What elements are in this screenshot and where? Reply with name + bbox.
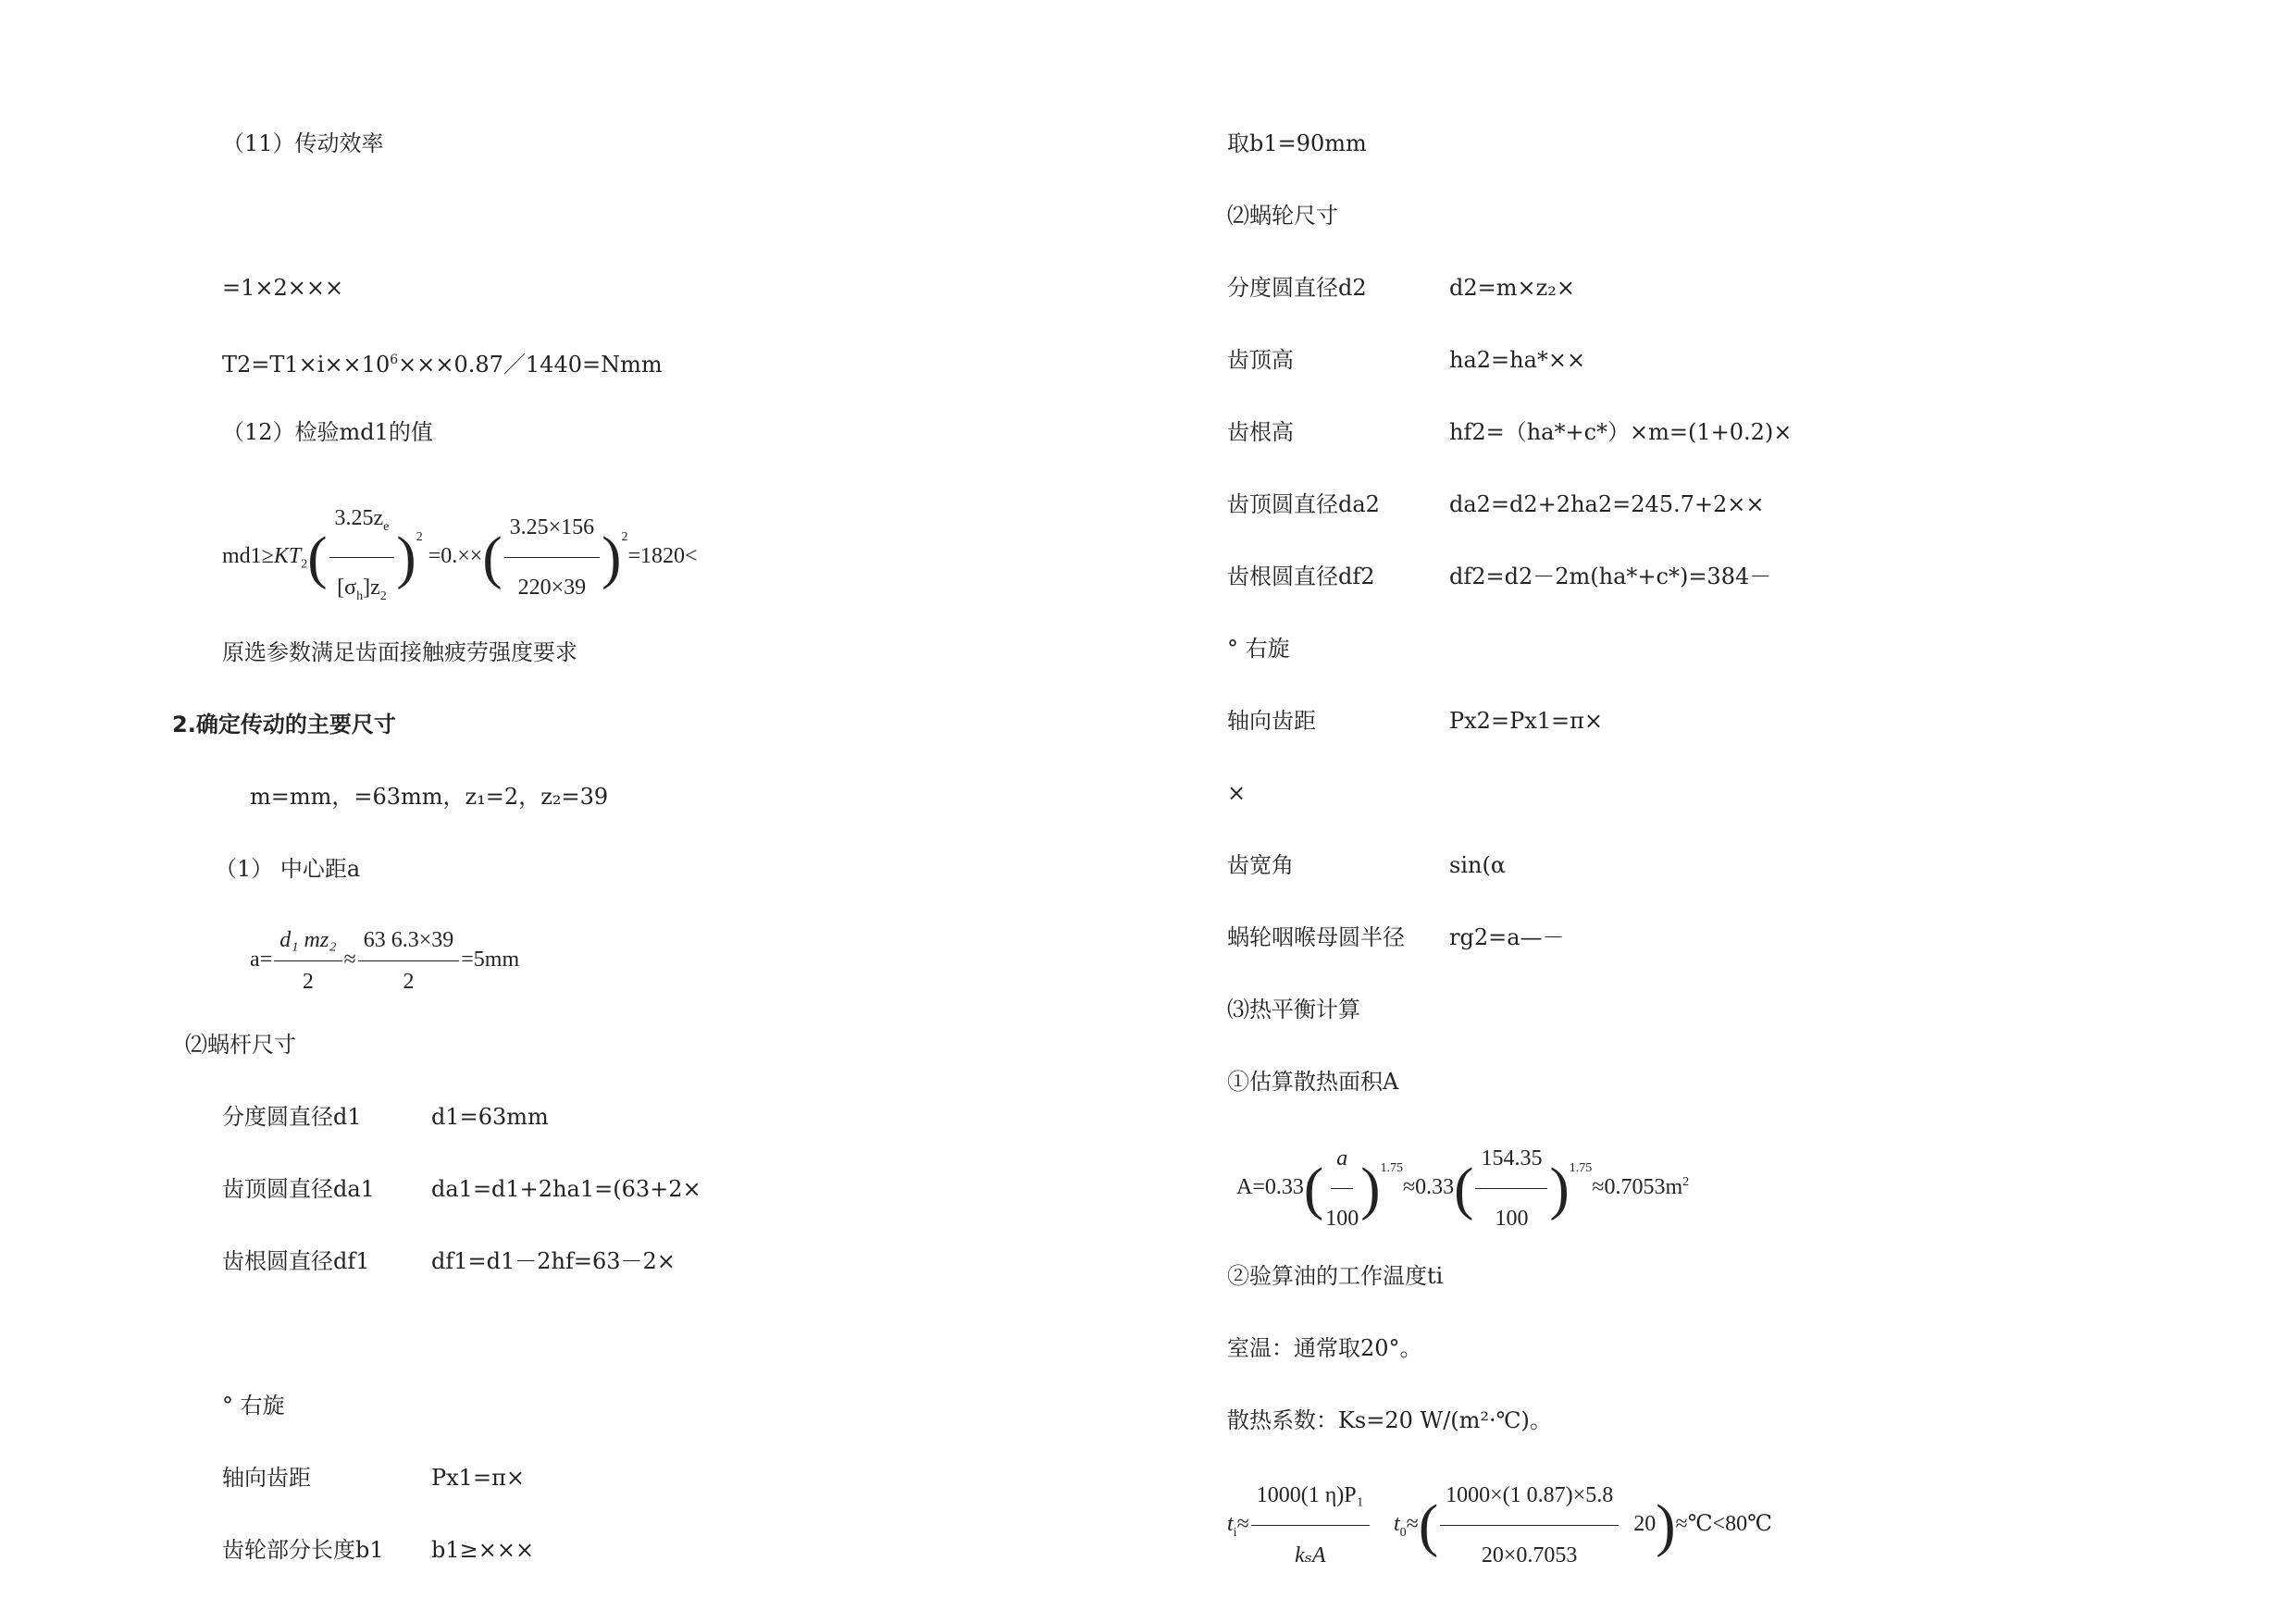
area-lparen: (	[1303, 1155, 1324, 1221]
torque-eq-part-b: ×××0.87／1440=Nmm	[398, 352, 663, 378]
ti-denominator-2: 20×0.7053	[1481, 1543, 1578, 1567]
ti-fraction-1	[1251, 1468, 1370, 1583]
worm-row-label: 分度圆直径d1	[222, 1104, 362, 1130]
a-numerator-2: 63 6.3×39	[358, 922, 460, 961]
efficiency-equation: =1×2×××	[222, 275, 344, 301]
a-approx: ≈	[343, 948, 356, 973]
worm-row	[222, 1103, 549, 1131]
heading-heat-area: ①估算散热面积A	[1227, 1069, 1399, 1095]
throat-radius-label: 蜗轮咽喉母圆半径	[1227, 924, 1405, 950]
axial-pitch-value: Px1=π×	[431, 1465, 525, 1491]
md1-mid: =0.××	[428, 543, 483, 568]
area-tail-sup: 2	[1682, 1175, 1690, 1190]
ti-sub: i	[1233, 1525, 1237, 1540]
a-denominator-1: 2	[302, 970, 314, 994]
worm-row-label: 齿顶圆直径da1	[222, 1176, 375, 1202]
ti-tail: ≈℃<80℃	[1675, 1512, 1772, 1537]
wheel-row-value: df2=d2－2m(ha*+c*)=384－	[1449, 564, 1772, 589]
wheel-row-label: 齿顶圆直径da2	[1227, 491, 1380, 517]
worm-row-value: da1=d1+2ha1=(63+2×	[431, 1176, 701, 1202]
a-prefix: a=	[250, 948, 273, 973]
ti-denominator-1: kₛA	[1295, 1543, 1326, 1567]
area-lparen-2: (	[1454, 1155, 1474, 1221]
wheel-pitch-value: Px2=Px1=π×	[1449, 708, 1604, 734]
heading-center-distance: （1） 中心距a	[215, 856, 361, 882]
worm-row-value: df1=d1－2hf=63－2×	[431, 1248, 676, 1274]
wheel-row	[1227, 490, 1765, 518]
area-numerator-1: a	[1331, 1131, 1353, 1189]
wheel-row	[1227, 274, 1575, 302]
md1-power: 2	[416, 529, 423, 544]
conclusion-text: 原选参数满足齿面接触疲劳强度要求	[222, 639, 577, 665]
ti-fraction-2	[1440, 1468, 1619, 1583]
ti-approx: ≈	[1236, 1512, 1249, 1537]
face-width-angle	[1227, 851, 1507, 879]
t0-sub: 0	[1399, 1525, 1407, 1540]
area-numerator-2: 154.35	[1475, 1131, 1547, 1189]
wheel-row	[1227, 418, 1793, 446]
a-tail: =5mm	[461, 948, 520, 973]
a-denominator-2: 2	[403, 970, 415, 994]
worm-row	[222, 1247, 676, 1275]
face-length-label: 齿轮部分长度b1	[222, 1537, 384, 1563]
area-prefix: A=0.33	[1236, 1175, 1304, 1200]
a-numerator-1: d₁ mz₂	[274, 922, 341, 961]
heading-oil-temperature: ②验算油的工作温度ti	[1227, 1263, 1444, 1289]
heat-coefficient: 散热系数：Ks=20 W/(m²·℃)。	[1227, 1407, 1552, 1433]
heading-transmission-efficiency: （11）传动效率	[222, 130, 384, 156]
throat-radius-value: rg2=a—－	[1449, 924, 1565, 950]
t0-symbol: t	[1393, 1512, 1400, 1537]
area-formula	[1236, 1131, 1689, 1246]
md1-numerator-2: 3.25×156	[504, 500, 601, 558]
md1-numerator-1	[329, 490, 395, 558]
md1-num-sub: e	[383, 519, 390, 534]
axial-pitch-label: 轴向齿距	[222, 1465, 311, 1491]
a-fraction-1	[274, 922, 341, 1000]
torque-eq-exponent: 6	[390, 353, 399, 367]
section-2-heading: 2.确定传动的主要尺寸	[172, 712, 396, 737]
room-temperature: 室温：通常取20°。	[1227, 1335, 1422, 1361]
torque-eq-part-a: T2=T1×i××10	[222, 352, 391, 378]
wheel-row-value: d2=m×z₂×	[1449, 275, 1575, 301]
md1-lparen-2: (	[482, 524, 503, 590]
wheel-axial-pitch	[1227, 707, 1604, 735]
face-width-value: sin(α	[1449, 852, 1507, 878]
throat-radius	[1227, 923, 1565, 951]
times-line: ×	[1227, 780, 1247, 806]
heading-worm-dimensions: ⑵蜗杆尺寸	[185, 1032, 296, 1058]
wheel-row-label: 齿根高	[1227, 419, 1294, 445]
ti-numerator-1: 1000(1 η)P₁	[1251, 1468, 1370, 1526]
heading-check-md1: （12）检验md1的值	[222, 419, 433, 445]
md1-denominator-2: 220×39	[517, 575, 587, 600]
md1-num-text: 3.25z	[334, 506, 384, 530]
heading-heat-balance: ⑶热平衡计算	[1227, 997, 1360, 1022]
area-tail: ≈0.7053m	[1592, 1175, 1683, 1200]
md1-denominator-1	[337, 558, 387, 625]
md1-tail: =1820<	[627, 543, 698, 568]
worm-row-value: d1=63mm	[431, 1104, 549, 1130]
md1-rparen-2: )	[602, 524, 622, 590]
wheel-row	[1227, 346, 1586, 374]
md1-rparen: )	[396, 524, 416, 590]
wheel-row-label: 分度圆直径d2	[1227, 275, 1367, 301]
oil-temperature-formula	[1227, 1468, 1772, 1583]
wheel-row-value: da2=d2+2ha2=245.7+2××	[1449, 491, 1765, 517]
md1-fraction-2	[504, 500, 601, 615]
area-fraction-1	[1325, 1131, 1359, 1246]
md1-den-sub: h	[356, 588, 364, 603]
worm-row	[222, 1175, 701, 1203]
md1-fraction-1	[329, 490, 395, 625]
ti-numerator-2: 1000×(1 0.87)×5.8	[1440, 1468, 1619, 1526]
md1-kt-sub: 2	[301, 557, 308, 572]
md1-den-text: [σ	[337, 575, 357, 600]
worm-axial-pitch	[222, 1464, 525, 1492]
ti-symbol: t	[1227, 1512, 1234, 1537]
wheel-row-label: 齿顶高	[1227, 347, 1294, 373]
md1-lparen: (	[307, 524, 328, 590]
ti-approx-2: ≈	[1406, 1512, 1419, 1537]
area-rparen-2: )	[1549, 1155, 1570, 1221]
wheel-row-label: 齿根圆直径df2	[1227, 564, 1375, 589]
face-length-value: b1≥×××	[431, 1537, 535, 1563]
md1-formula	[222, 490, 698, 625]
wheel-helix-direction: ° 右旋	[1227, 636, 1290, 662]
area-power-2: 1.75	[1569, 1161, 1593, 1176]
area-power: 1.75	[1380, 1161, 1403, 1176]
ti-rparen: )	[1656, 1492, 1676, 1558]
a-fraction-2	[358, 922, 460, 1000]
parameters-line: m=mm，=63mm，z₁=2，z₂=39	[250, 784, 609, 810]
torque-equation	[222, 346, 663, 378]
md1-kt: KT	[273, 543, 302, 568]
b1-selection: 取b1=90mm	[1227, 130, 1367, 156]
area-mid: ≈0.33	[1403, 1175, 1455, 1200]
ti-lparen: (	[1418, 1492, 1439, 1558]
worm-face-length	[222, 1536, 535, 1564]
md1-den-text-b: ]z	[363, 575, 380, 600]
md1-power-2: 2	[621, 529, 628, 544]
ti-plus: 20	[1633, 1512, 1657, 1537]
area-rparen: )	[1360, 1155, 1381, 1221]
area-fraction-2	[1475, 1131, 1547, 1246]
worm-row-label: 齿根圆直径df1	[222, 1248, 370, 1274]
worm-helix-direction: ° 右旋	[222, 1393, 285, 1419]
face-width-label: 齿宽角	[1227, 852, 1294, 878]
wheel-row-value: hf2=（ha*+c*）×m=(1+0.2)×	[1449, 419, 1793, 445]
md1-prefix: md1≥	[222, 543, 274, 568]
center-distance-formula	[250, 922, 519, 1000]
heading-wheel-dimensions: ⑵蜗轮尺寸	[1227, 203, 1338, 229]
area-denominator-2: 100	[1495, 1207, 1529, 1231]
wheel-row-value: ha2=ha*××	[1449, 347, 1586, 373]
md1-den-sub2: 2	[379, 588, 387, 603]
area-denominator-1: 100	[1325, 1207, 1359, 1231]
wheel-pitch-label: 轴向齿距	[1227, 708, 1316, 734]
wheel-row	[1227, 563, 1772, 590]
